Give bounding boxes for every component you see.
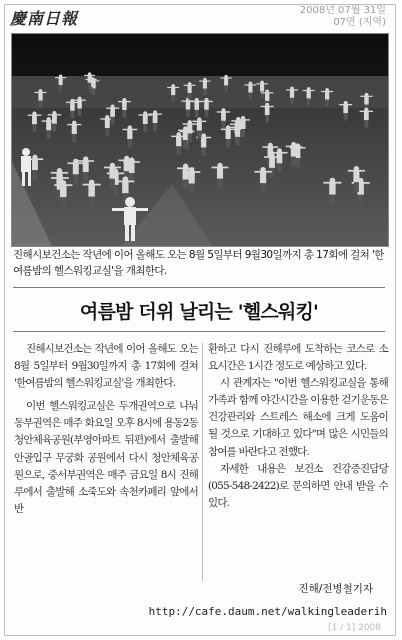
cafe-url-link[interactable]: http://cafe.daum.net/walkingleaderih [148, 605, 387, 618]
article-photo [11, 33, 389, 247]
issue-page-text: 07면 (지역) [333, 17, 386, 28]
masthead [8, 6, 392, 32]
photo-caption: 진해시보건소는 작년에 이어 올해도 오는 8월 5일부터 9월30일까지 총 17회에 걸쳐 '한여름밤의 헬스워킹교실'을 개최한다. [13, 249, 384, 277]
paragraph: 이번 헬스워킹교실은 두개권역으로 나눠 동부권역은 매주 화요일 오후 8시에 용동2동 청안체육공원(부영아파트 뒤편)에서 출발해 안골입구 무궁화 공원에서 다시 청안체육공원으로, 중서부권역은 매주 금요일 8시 진해루에서 출발해 소죽도와 속천카페리 앞에서 반 [14, 400, 198, 515]
divider-top [13, 287, 385, 288]
divider-bottom [13, 331, 385, 332]
column-divider [202, 343, 203, 581]
issue-date [300, 5, 386, 29]
page-footer: [1 / 1] 2008 [328, 623, 381, 633]
reporter-byline: 진해/전병철기자 [298, 583, 373, 595]
newspaper-logo: 慶南日報 [10, 9, 79, 28]
paragraph: 환하고 다시 진해루에 도착하는 코스로 소요시간은 1시간 정도로 예상하고 있다. [208, 343, 388, 373]
paragraph: 자세한 내용은 보건소 건강증진담당(055-548-2422)로 문의하면 안내 받을 수 있다. [208, 462, 388, 509]
article-column-left [14, 341, 198, 518]
paragraph: 시 관계자는 "이번 헬스워킹교실을 통해 가족과 함께 야간시간을 이용한 걷기운동은 건강관리와 스트레스 해소에 크게 도움이 될 것으로 기대하고 있다"며 많은 시민들의 참여를 바란다고 전했다. [208, 377, 388, 458]
exercise-crowd-photo [12, 34, 388, 246]
article-column-right [208, 341, 388, 512]
newspaper-clipping [4, 4, 396, 636]
issue-date-text: 2008년 07월 31일 [299, 5, 386, 16]
article-headline: 여름밤 더위 날리는 '헬스워킹' [79, 301, 319, 323]
paragraph: 진해시보건소는 작년에 이어 올해도 오는 8월 5일부터 9월30일까지 총 17회에 걸쳐 '한여름밤의 헬스워킹교실'을 개최한다. [14, 343, 198, 390]
